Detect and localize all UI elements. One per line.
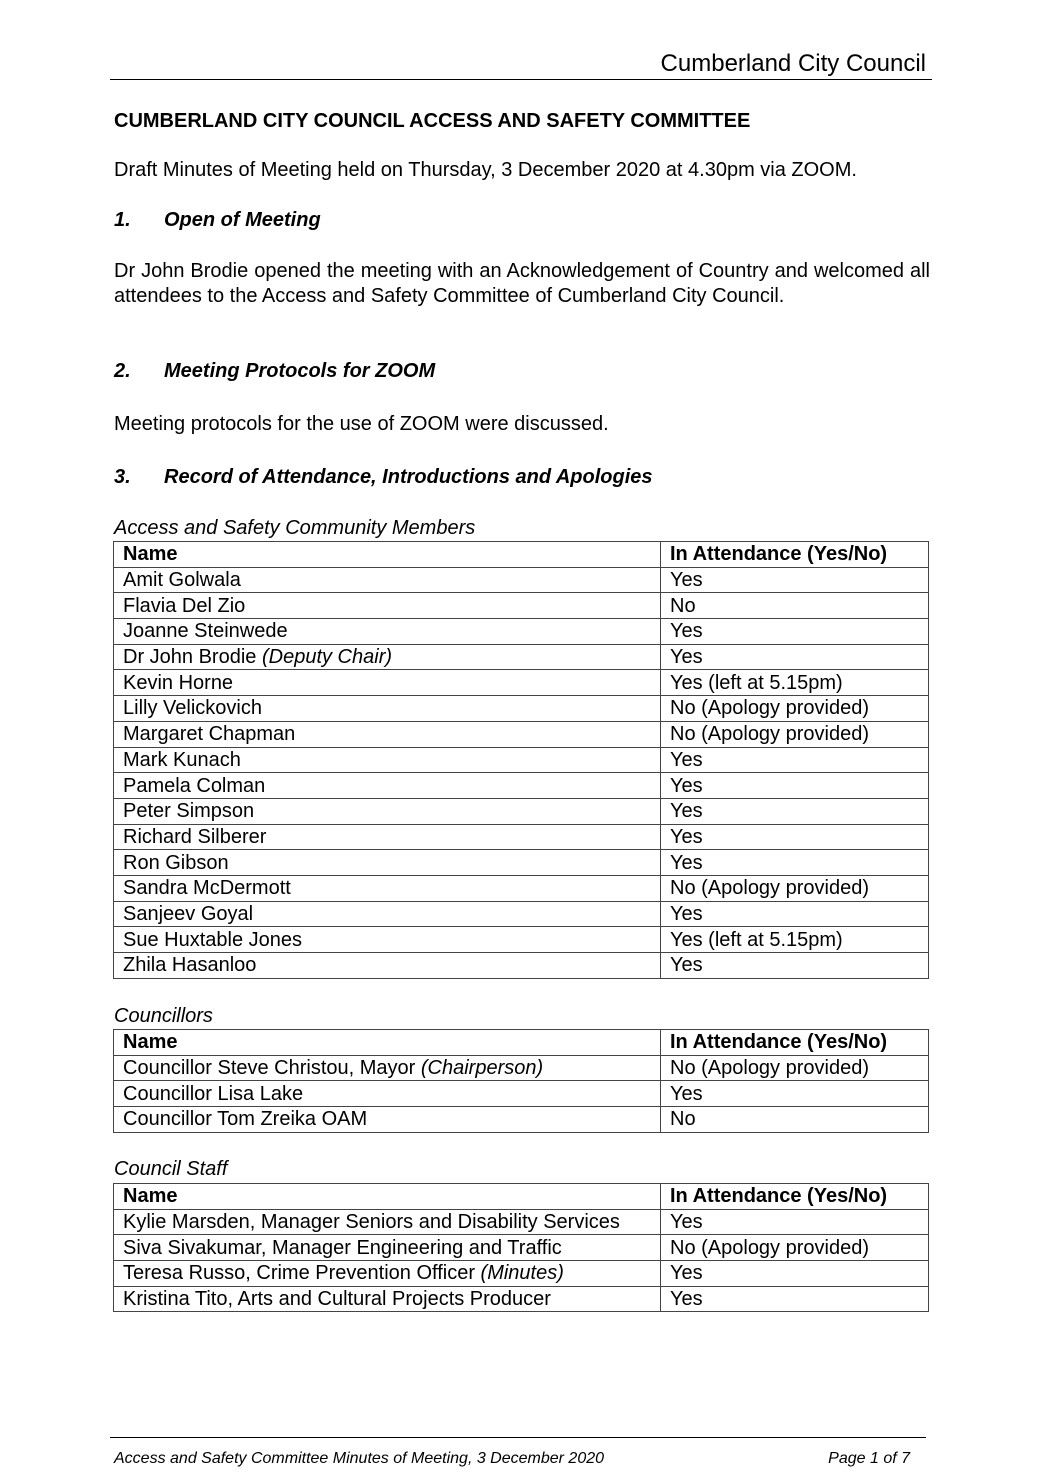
attendee-name-cell xyxy=(114,721,661,747)
header-divider xyxy=(110,79,932,80)
table-row xyxy=(114,798,929,824)
attendee-name: Peter Simpson xyxy=(123,800,255,823)
section-number: 1. xyxy=(114,209,131,231)
attendee-name: Lilly Velickovich xyxy=(123,697,262,720)
attendance-status-cell: Yes xyxy=(661,1081,929,1107)
attendance-column-header: In Attendance (Yes/No) xyxy=(661,542,929,568)
councillors-table-caption: Councillors xyxy=(114,1005,213,1027)
attendee-name: Sue Huxtable Jones xyxy=(123,928,303,951)
attendee-name-cell xyxy=(114,747,661,773)
attendee-name-cell xyxy=(114,670,661,696)
attendee-name: Kevin Horne xyxy=(123,671,234,694)
attendee-name-cell xyxy=(114,619,661,645)
attendee-name: Amit Golwala xyxy=(123,569,241,592)
attendance-status-cell: Yes (left at 5.15pm) xyxy=(661,670,929,696)
table-header-row xyxy=(114,542,929,568)
section-title: Record of Attendance, Introductions and Apologies xyxy=(164,466,653,488)
table-header-row xyxy=(114,1030,929,1056)
table-row xyxy=(114,1107,929,1133)
header-org-name: Cumberland City Council xyxy=(660,50,926,77)
attendee-name: Siva Sivakumar, Manager Engineering and Traffic xyxy=(123,1236,562,1259)
attendance-status-cell: Yes xyxy=(661,619,929,645)
attendance-status-cell: Yes xyxy=(661,798,929,824)
table-row xyxy=(114,1235,929,1261)
table-row xyxy=(114,1286,929,1312)
attendee-name: Sanjeev Goyal xyxy=(123,902,254,925)
table-row xyxy=(114,901,929,927)
table-row xyxy=(114,1055,929,1081)
table-row xyxy=(114,1261,929,1287)
attendee-name: Councillor Steve Christou, Mayor xyxy=(123,1057,421,1080)
document-title: CUMBERLAND CITY COUNCIL ACCESS AND SAFETY COMMITTEE xyxy=(114,110,751,132)
councillors-attendance-table xyxy=(113,1029,929,1133)
table-row xyxy=(114,850,929,876)
attendee-name-cell xyxy=(114,901,661,927)
attendance-status-cell: Yes xyxy=(661,644,929,670)
attendee-name-cell xyxy=(114,567,661,593)
section-title: Open of Meeting xyxy=(164,209,321,231)
section-2-heading xyxy=(114,359,930,384)
attendee-name-cell xyxy=(114,1209,661,1235)
attendance-status-cell: No (Apology provided) xyxy=(661,875,929,901)
attendance-column-header: In Attendance (Yes/No) xyxy=(661,1030,929,1056)
name-column-header: Name xyxy=(114,542,661,568)
attendee-name: Margaret Chapman xyxy=(123,723,296,746)
attendee-name-cell xyxy=(114,824,661,850)
footer-page-number: Page 1 of 7 xyxy=(828,1450,910,1467)
attendance-status-cell: No xyxy=(661,1107,929,1133)
attendee-name: Councillor Lisa Lake xyxy=(123,1082,304,1105)
table-row xyxy=(114,567,929,593)
attendee-name-cell xyxy=(114,927,661,953)
table-row xyxy=(114,1209,929,1235)
attendance-status-cell: Yes xyxy=(661,824,929,850)
attendee-role: (Deputy Chair) xyxy=(261,646,393,669)
attendance-status-cell: Yes (left at 5.15pm) xyxy=(661,927,929,953)
attendee-name-cell xyxy=(114,1081,661,1107)
attendee-name-cell xyxy=(114,953,661,979)
attendance-status-cell: No (Apology provided) xyxy=(661,1055,929,1081)
section-number: 2. xyxy=(114,360,131,382)
footer-divider xyxy=(110,1437,926,1438)
attendee-role: (Minutes) xyxy=(480,1262,564,1285)
attendance-column-header: In Attendance (Yes/No) xyxy=(661,1184,929,1210)
document-intro: Draft Minutes of Meeting held on Thursday, 3 December 2020 at 4.30pm via ZOOM. xyxy=(114,159,857,181)
attendance-status-cell: Yes xyxy=(661,567,929,593)
attendance-status-cell: Yes xyxy=(661,901,929,927)
table-row xyxy=(114,593,929,619)
attendee-name-cell xyxy=(114,1107,661,1133)
attendee-name-cell xyxy=(114,644,661,670)
attendee-name-cell xyxy=(114,1235,661,1261)
attendee-name-cell xyxy=(114,696,661,722)
attendee-name-cell xyxy=(114,798,661,824)
staff-table-caption: Council Staff xyxy=(114,1158,228,1180)
attendee-name-cell xyxy=(114,593,661,619)
attendance-status-cell: Yes xyxy=(661,773,929,799)
attendee-name: Richard Silberer xyxy=(123,825,267,848)
attendance-status-cell: Yes xyxy=(661,1261,929,1287)
table-row xyxy=(114,1081,929,1107)
table-row xyxy=(114,824,929,850)
attendee-name-cell xyxy=(114,875,661,901)
table-row xyxy=(114,721,929,747)
name-column-header: Name xyxy=(114,1030,661,1056)
community-table-caption: Access and Safety Community Members xyxy=(114,517,476,539)
section-1-heading xyxy=(114,208,930,233)
attendee-name: Councillor Tom Zreika OAM xyxy=(123,1108,368,1131)
section-1-body: Dr John Brodie opened the meeting with an Acknowledgement of Country and welcomed all attendees to the Access and Safety Committee of Cumberland City Council. xyxy=(114,260,930,307)
table-row xyxy=(114,875,929,901)
attendee-role: (Chairperson) xyxy=(420,1057,544,1080)
attendee-name: Flavia Del Zio xyxy=(123,594,246,617)
attendance-status-cell: Yes xyxy=(661,953,929,979)
attendee-name-cell xyxy=(114,1261,661,1287)
attendee-name-cell xyxy=(114,1286,661,1312)
attendance-status-cell: Yes xyxy=(661,1286,929,1312)
attendee-name: Zhila Hasanloo xyxy=(123,954,257,977)
attendee-name: Kristina Tito, Arts and Cultural Projects Producer xyxy=(123,1288,551,1311)
name-column-header: Name xyxy=(114,1184,661,1210)
table-row xyxy=(114,953,929,979)
section-title: Meeting Protocols for ZOOM xyxy=(164,360,436,382)
attendee-name: Ron Gibson xyxy=(123,851,229,874)
attendee-name: Joanne Steinwede xyxy=(123,620,288,643)
table-row xyxy=(114,644,929,670)
attendance-status-cell: Yes xyxy=(661,1209,929,1235)
attendee-name: Sandra McDermott xyxy=(123,877,291,900)
attendee-name-cell xyxy=(114,850,661,876)
attendee-name-cell xyxy=(114,1055,661,1081)
attendance-status-cell: Yes xyxy=(661,850,929,876)
attendance-status-cell: No xyxy=(661,593,929,619)
attendee-name: Kylie Marsden, Manager Seniors and Disability Services xyxy=(123,1211,620,1234)
staff-attendance-table xyxy=(113,1183,929,1312)
table-row xyxy=(114,696,929,722)
attendance-status-cell: Yes xyxy=(661,747,929,773)
attendance-status-cell: No (Apology provided) xyxy=(661,696,929,722)
attendee-name: Pamela Colman xyxy=(123,774,266,797)
attendee-name: Teresa Russo, Crime Prevention Officer xyxy=(123,1262,481,1285)
section-2-body: Meeting protocols for the use of ZOOM were discussed. xyxy=(114,413,609,435)
table-row xyxy=(114,927,929,953)
section-3-heading xyxy=(114,465,930,490)
table-row xyxy=(114,670,929,696)
attendance-status-cell: No (Apology provided) xyxy=(661,1235,929,1261)
attendance-status-cell: No (Apology provided) xyxy=(661,721,929,747)
table-header-row xyxy=(114,1184,929,1210)
attendee-name: Mark Kunach xyxy=(123,748,241,771)
table-row xyxy=(114,619,929,645)
attendee-name: Dr John Brodie xyxy=(123,646,262,669)
table-row xyxy=(114,773,929,799)
section-number: 3. xyxy=(114,466,131,488)
table-row xyxy=(114,747,929,773)
community-attendance-table xyxy=(113,541,929,979)
attendee-name-cell xyxy=(114,773,661,799)
footer-document-label: Access and Safety Committee Minutes of Meeting, 3 December 2020 xyxy=(114,1450,605,1467)
